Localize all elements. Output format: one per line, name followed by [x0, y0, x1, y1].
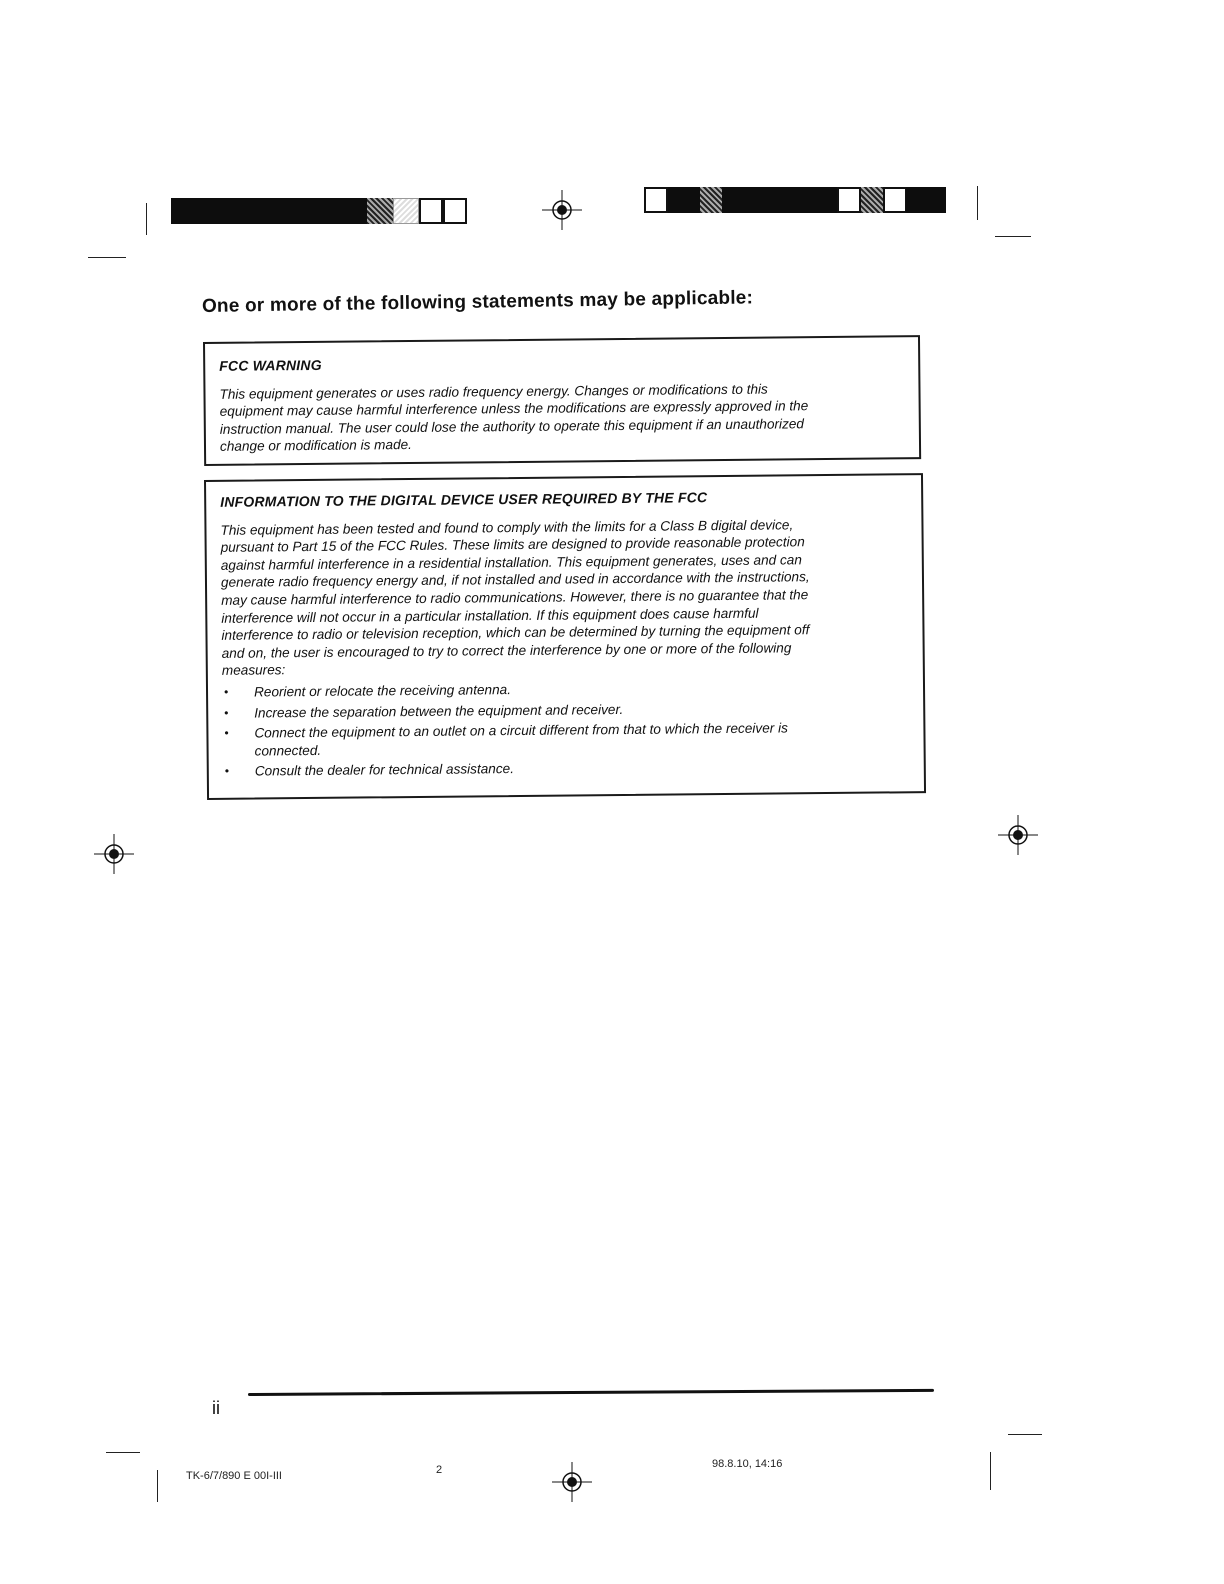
fcc-info-line: against harmful interference in a residential installation. This equipment generates, uses and can	[220, 552, 802, 573]
list-item	[222, 698, 911, 722]
fcc-warning-line: equipment may cause harmful interference unless the modifications are expressly approved in the	[219, 398, 809, 420]
list-item	[223, 757, 912, 781]
fcc-info-line: interference will not occur in a particular installation. If this equipment does cause harmful	[221, 605, 759, 626]
fcc-warning-line: change or modification is made.	[219, 437, 413, 455]
fcc-info-title: INFORMATION TO THE DIGITAL DEVICE USER REQUIRED BY THE FCC	[220, 489, 708, 510]
page-number: ii	[212, 1398, 220, 1418]
fcc-warning-box	[203, 335, 921, 466]
fcc-info-line: may cause harmful interference to radio communications. However, there is no guarantee that the	[221, 587, 809, 608]
footer-rule	[248, 1389, 934, 1396]
list-item	[222, 677, 911, 701]
crosshair-icon	[552, 1462, 592, 1502]
crop-mark	[995, 236, 1031, 237]
crop-mark	[88, 257, 126, 258]
footer-timestamp: 98.8.10, 14:16	[712, 1458, 783, 1470]
bullet-icon: •	[224, 705, 229, 720]
fcc-info-line: measures:	[221, 662, 286, 679]
crop-mark	[990, 1452, 991, 1490]
crop-mark	[146, 203, 147, 235]
fcc-info-line: and on, the user is encouraged to try to correct the interference by one or more of the following	[221, 640, 792, 661]
measure-text: Reorient or relocate the receiving antenna.	[253, 682, 512, 700]
crosshair-icon	[542, 190, 582, 230]
crop-mark	[106, 1452, 140, 1453]
crosshair-icon	[94, 834, 134, 874]
registration-strip-left	[171, 198, 476, 224]
crop-mark	[1008, 1434, 1042, 1435]
measure-text: Consult the dealer for technical assistance.	[254, 761, 515, 779]
crop-mark	[977, 186, 978, 220]
bullet-icon: •	[224, 764, 230, 779]
fcc-warning-line: This equipment generates or uses radio frequency energy. Changes or modifications to this	[219, 381, 768, 402]
crosshair-icon	[998, 815, 1038, 855]
footer-file-id: TK-6/7/890 E 00I-III	[186, 1470, 282, 1482]
measure-text: Increase the separation between the equipment and receiver.	[254, 701, 624, 721]
registration-strip-right	[644, 187, 946, 213]
fcc-info-line: interference to radio or television reception, which can be determined by turning the equipment off	[221, 622, 810, 643]
measures-list	[222, 677, 912, 781]
list-item	[222, 718, 911, 760]
page-heading: One or more of the following statements may be applicable:	[201, 287, 754, 317]
footer-sheet-number: 2	[436, 1464, 443, 1476]
fcc-warning-title: FCC WARNING	[219, 356, 322, 374]
fcc-info-box	[204, 473, 926, 800]
bullet-icon: •	[224, 725, 229, 740]
fcc-warning-line: instruction manual. The user could lose the authority to operate this equipment if an unauthorized	[219, 416, 805, 437]
measure-text: Connect the equipment to an outlet on a circuit different from that to which the receiver is connected.	[254, 720, 788, 759]
fcc-info-line: pursuant to Part 15 of the FCC Rules. These limits are designed to provide reasonable protection	[220, 534, 805, 556]
crop-mark	[157, 1470, 158, 1502]
bullet-icon: •	[223, 684, 229, 699]
fcc-info-line: This equipment has been tested and found to comply with the limits for a Class B digital device,	[220, 516, 794, 538]
fcc-info-line: generate radio frequency energy and, if not installed and used in accordance with the instructions,	[220, 569, 810, 591]
